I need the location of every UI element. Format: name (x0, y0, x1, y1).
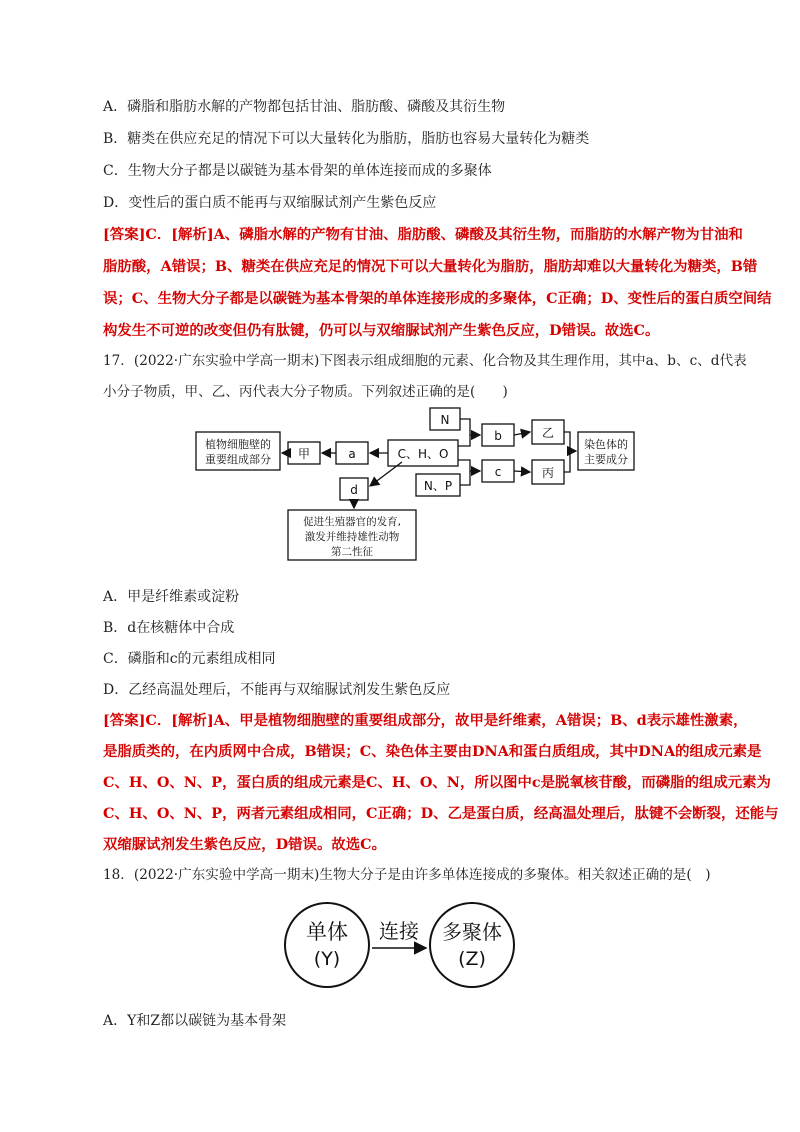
chromosome-label-2: 主要成分 (584, 453, 628, 466)
d-function-label-2: 激发并维持雄性动物 (304, 531, 400, 543)
q17-answer-line-3: C、H、O、N、P，蛋白质的组成元素是C、H、O、N，所以图中c是脱氧核苷酸，而磷脂的组成元素为 (103, 774, 771, 791)
q17-stem-line-1: 17．(2022·广东实验中学高一期末)下图表示组成细胞的元素、化合物及其生理作用，其中a、b、c、d代表 (103, 353, 747, 369)
q17-answer-line-4: C、H、O、N、P，两者元素组成相同，C正确；D、乙是蛋白质，经高温处理后，肽键不会断裂，还能与 (103, 805, 779, 822)
q17-option-c: C．磷脂和c的元素组成相同 (103, 651, 276, 667)
q17-answer-line-2: 是脂质类的，在内质网中合成，B错误；C、染色体主要由DNA和蛋白质组成，其中DNA的组成元素是 (103, 743, 762, 760)
n-label: N (440, 413, 450, 427)
q18-diagram (280, 895, 520, 1005)
np-label: N、P (423, 479, 453, 493)
q17-stem-line-2: 小分子物质，甲、乙、丙代表大分子物质。下列叙述正确的是( ) (103, 384, 508, 400)
d-function-label-3: 第二性征 (331, 546, 373, 558)
q17-option-d: D．乙经高温处理后，不能再与双缩脲试剂发生紫色反应 (103, 682, 451, 698)
q18-option-a: A．Y和Z都以碳链为基本骨架 (103, 1013, 287, 1029)
monomer-symbol: (Y) (313, 948, 341, 970)
q16-option-b: B．糖类在供应充足的情况下可以大量转化为脂肪，脂肪也容易大量转化为糖类 (103, 131, 590, 147)
b-label: b (494, 429, 502, 443)
q16-answer-line-1: [答案]C．[解析]A、磷脂水解的产物有甘油、脂肪酸、磷酸及其衍生物，而脂肪的水解产物为甘油和 (103, 226, 743, 243)
bing-label: 丙 (541, 466, 555, 480)
plant-wall-label-2: 重要组成部分 (205, 453, 271, 466)
monomer-label: 单体 (306, 920, 348, 944)
q16-answer-line-3: 误；C、生物大分子都是以碳链为基本骨架的单体连接形成的多聚体，C正确；D、变性后的蛋白质空间结 (103, 290, 772, 307)
connect-label: 连接 (379, 919, 419, 943)
chromosome-label-1: 染色体的 (584, 438, 628, 451)
cho-label: C、H、O (397, 447, 449, 461)
polymer-circle (430, 903, 514, 987)
a-label: a (348, 447, 356, 461)
q17-option-a: A．甲是纤维素或淀粉 (103, 589, 240, 605)
q16-option-c: C．生物大分子都是以碳链为基本骨架的单体连接而成的多聚体 (103, 163, 492, 179)
q17-diagram (190, 404, 650, 564)
q16-answer-line-4: 构发生不可逆的改变但仍有肽键，仍可以与双缩脲试剂产生紫色反应，D错误。故选C。 (103, 322, 660, 339)
plant-wall-label-1: 植物细胞壁的 (205, 438, 271, 451)
yi-label: 乙 (541, 426, 555, 440)
jia-label: 甲 (297, 447, 311, 461)
monomer-circle (285, 903, 369, 987)
c-label: c (494, 465, 502, 479)
polymer-symbol: (Z) (458, 948, 486, 970)
q17-option-b: B．d在核糖体中合成 (103, 620, 235, 636)
polymer-label: 多聚体 (442, 920, 502, 944)
d-function-label-1: 促进生殖器官的发育, (303, 516, 401, 528)
q17-answer-line-1: [答案]C．[解析]A、甲是植物细胞壁的重要组成部分，故甲是纤维素，A错误；B、d表示雄性激素， (103, 712, 748, 729)
q17-answer-line-5: 双缩脲试剂发生紫色反应，D错误。故选C。 (103, 836, 386, 853)
q16-option-a: A．磷脂和脂肪水解的产物都包括甘油、脂肪酸、磷酸及其衍生物 (103, 99, 506, 115)
q16-option-d: D．变性后的蛋白质不能再与双缩脲试剂产生紫色反应 (103, 195, 437, 211)
d-label: d (350, 483, 358, 497)
q18-stem: 18．(2022·广东实验中学高一期末)生物大分子是由许多单体连接成的多聚体。相关叙述正确的是( ) (103, 867, 711, 883)
q16-answer-line-2: 脂肪酸，A错误；B、糖类在供应充足的情况下可以大量转化为脂肪，脂肪却难以大量转化为糖类，B错 (103, 258, 758, 275)
